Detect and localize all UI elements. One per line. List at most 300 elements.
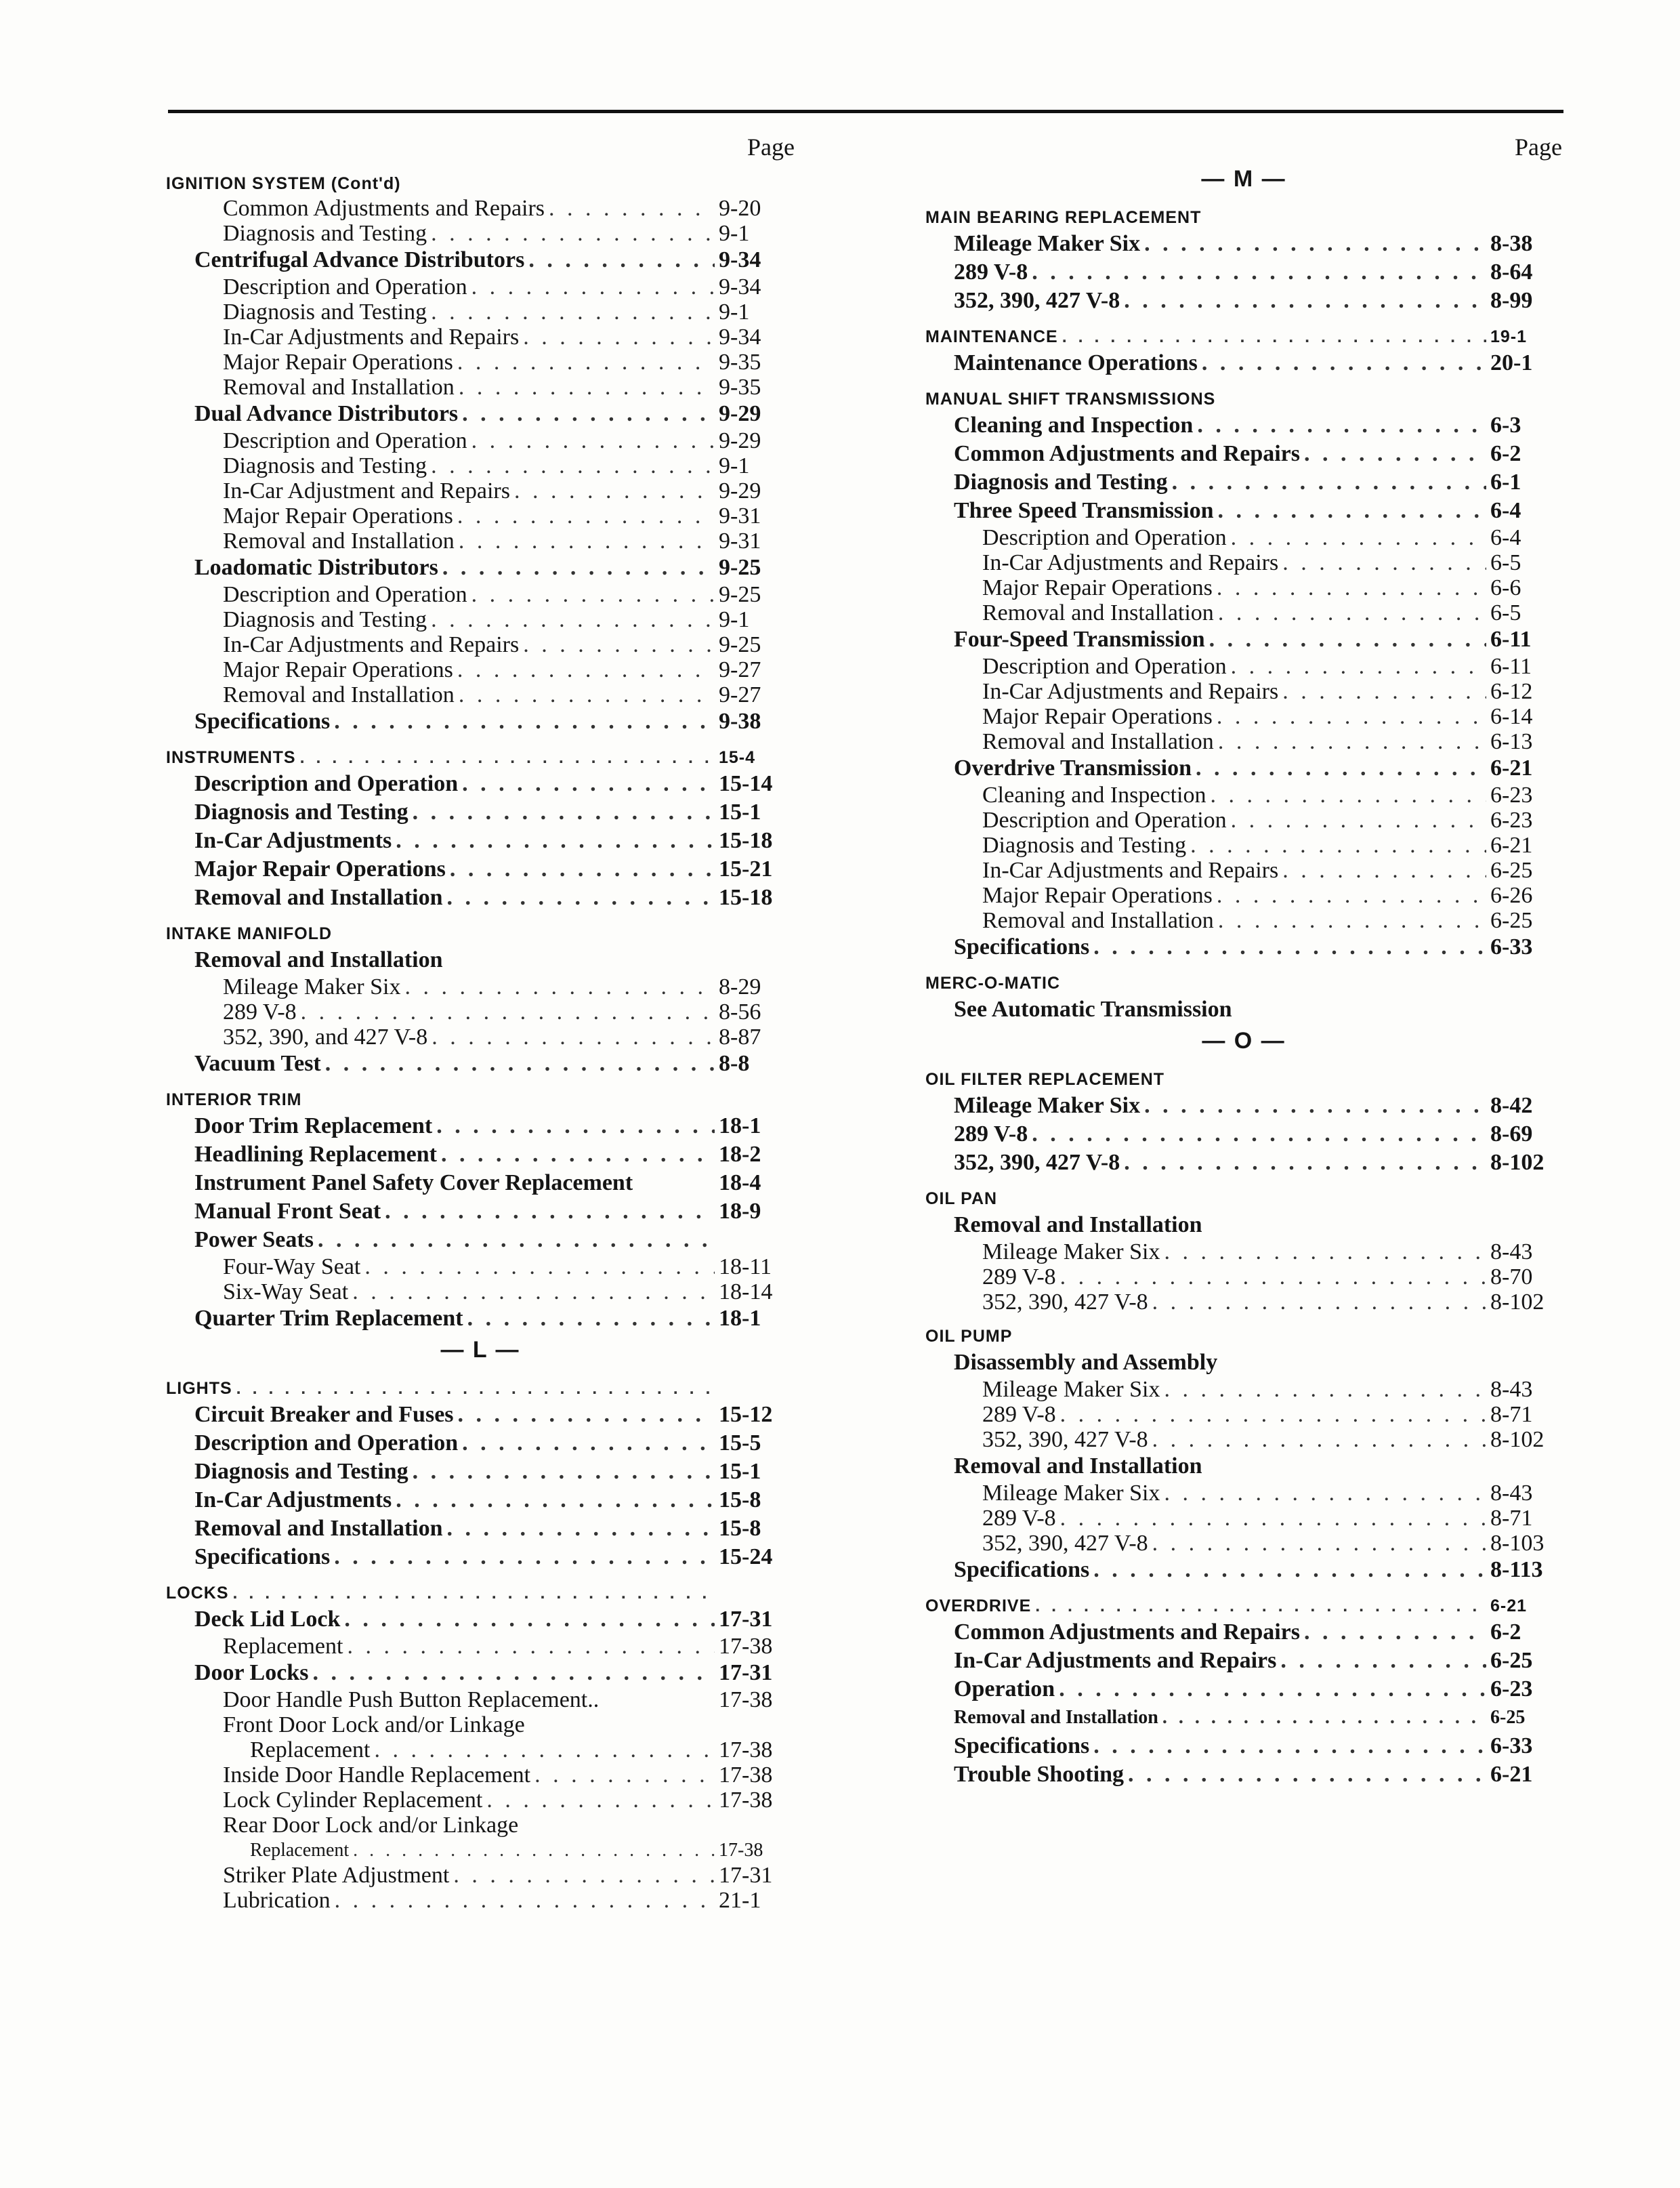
entry-title: MERC-O-MATIC (925, 974, 1060, 993)
dot-leader (1059, 1675, 1486, 1704)
entry-list (925, 162, 1562, 1789)
index-heading (925, 325, 1562, 349)
dot-leader (457, 503, 715, 529)
dot-leader (347, 1634, 715, 1659)
index-entry (925, 833, 1562, 858)
index-entry (925, 550, 1562, 575)
dot-leader (413, 798, 715, 827)
dot-leader (1218, 729, 1486, 754)
entry-title: Replacement (223, 1634, 343, 1659)
dot-leader (534, 1762, 715, 1788)
entry-title: Removal and Installation (194, 885, 443, 910)
page-number: 9-35 (719, 375, 761, 400)
entry-title: In-Car Adjustment and Repairs (223, 478, 510, 503)
index-entry (925, 1531, 1562, 1556)
entry-title: 289 V-8 (982, 1402, 1056, 1427)
dot-leader (1032, 258, 1486, 287)
index-heading (166, 1088, 795, 1112)
entry-title: In-Car Adjustments and Repairs (982, 550, 1279, 575)
index-entry (925, 440, 1562, 468)
dot-leader (1093, 1732, 1486, 1760)
index-entry (166, 428, 795, 453)
page-column-header: Page (747, 133, 795, 161)
index-entry (166, 554, 795, 582)
index-entry (166, 1514, 795, 1543)
page-number: 6-1 (1490, 470, 1521, 495)
index-entry (925, 1377, 1562, 1402)
index-entry (166, 827, 795, 855)
dot-leader (1218, 600, 1486, 625)
entry-title: Major Repair Operations (982, 575, 1213, 600)
index-entry (925, 858, 1562, 883)
page-number: 6-33 (1490, 934, 1533, 959)
dot-leader (431, 453, 715, 478)
page-number: 6-23 (1490, 783, 1533, 808)
entry-title: Major Repair Operations (223, 350, 453, 375)
entry-title: OIL PUMP (925, 1327, 1013, 1346)
index-entry (925, 1289, 1562, 1315)
entry-title: Cleaning and Inspection (954, 413, 1194, 438)
entry-title: Major Repair Operations (223, 503, 453, 529)
section-letter: — M — (1201, 166, 1286, 192)
index-entry (925, 349, 1562, 377)
dot-leader (1124, 1149, 1486, 1177)
index-entry (166, 770, 795, 798)
index-entry (925, 729, 1562, 754)
dot-leader (1218, 497, 1486, 525)
entry-title: Diagnosis and Testing (954, 470, 1168, 495)
dot-leader (301, 999, 715, 1025)
dot-leader (1144, 1092, 1486, 1120)
dot-leader (1231, 654, 1486, 679)
dot-leader (431, 300, 715, 325)
page-number: 6-6 (1490, 575, 1521, 600)
entry-title: Diagnosis and Testing (223, 453, 427, 478)
index-entry (166, 974, 795, 999)
entry-title: Door Trim Replacement (194, 1113, 433, 1138)
index-entry (925, 497, 1562, 525)
index-entry (925, 883, 1562, 908)
dot-leader (447, 884, 715, 912)
page-number: 15-14 (719, 771, 773, 796)
entry-title: Description and Operation (223, 274, 467, 300)
entry-title: Replacement (250, 1840, 350, 1861)
entry-title: Deck Lid Lock (194, 1607, 341, 1632)
entry-title: In-Car Adjustments and Repairs (223, 632, 520, 657)
index-entry (166, 325, 795, 350)
dot-leader (457, 657, 715, 682)
dot-leader (471, 428, 715, 453)
page-number: 8-103 (1490, 1531, 1545, 1556)
entry-title: 352, 390, 427 V-8 (982, 1531, 1148, 1556)
dot-leader (523, 325, 715, 350)
entry-title: INTAKE MANIFOLD (166, 924, 333, 943)
index-entry (166, 1543, 795, 1571)
entry-title: LIGHTS (166, 1379, 232, 1398)
dot-leader (1280, 1647, 1486, 1675)
index-entry (166, 1304, 795, 1333)
page-number: 15-21 (719, 856, 773, 882)
page-number: 9-27 (719, 682, 761, 707)
entry-title: In-Car Adjustments (194, 1487, 392, 1512)
page-number: 9-1 (719, 607, 750, 632)
entry-title: Specifications (194, 709, 331, 734)
dot-leader (1172, 468, 1486, 497)
index-entry (925, 525, 1562, 550)
index-entry (925, 1264, 1562, 1289)
index-entry (166, 798, 795, 827)
page-number: 21-1 (719, 1888, 761, 1913)
index-entry (925, 1120, 1562, 1149)
page-number: 9-35 (719, 350, 761, 375)
page-number: 8-69 (1490, 1121, 1533, 1147)
page-number: 18-9 (719, 1199, 761, 1224)
index-entry (166, 1788, 795, 1813)
index-heading (925, 1067, 1562, 1092)
header-rule (168, 110, 1563, 113)
dot-leader (447, 1514, 715, 1543)
dot-leader (1217, 704, 1486, 729)
dot-leader (413, 1458, 715, 1486)
entry-title: Disassembly and Assembly (954, 1350, 1218, 1375)
dot-leader (1032, 1120, 1486, 1149)
page-number: 17-38 (719, 1788, 773, 1813)
index-entry (166, 1169, 795, 1197)
dot-leader (374, 1737, 715, 1762)
page-number: 8-38 (1490, 231, 1533, 256)
entry-title: Four-Speed Transmission (954, 627, 1205, 652)
page-number: 15-1 (719, 1459, 761, 1484)
entry-title: LOCKS (166, 1584, 229, 1603)
page-number: 8-71 (1490, 1506, 1533, 1531)
entry-title: Removal and Installation (982, 908, 1214, 933)
index-heading (925, 1186, 1562, 1211)
index-entry (166, 1486, 795, 1514)
entry-title: Description and Operation (223, 582, 467, 607)
entry-title: Lock Cylinder Replacement (223, 1788, 483, 1813)
index-entry (166, 999, 795, 1025)
index-entry (166, 300, 795, 325)
index-entry (166, 1634, 795, 1659)
entry-title: Specifications (194, 1544, 331, 1569)
entry-title: Mileage Maker Six (954, 231, 1141, 256)
entry-title: MAINTENANCE (925, 327, 1058, 346)
dot-leader (459, 682, 715, 707)
page-number: 6-12 (1490, 679, 1533, 704)
dot-leader (462, 770, 715, 798)
index-entry (925, 1647, 1562, 1675)
page-number: 8-42 (1490, 1093, 1533, 1118)
entry-title: Diagnosis and Testing (194, 1459, 408, 1484)
dot-leader (471, 274, 715, 300)
entry-title: Diagnosis and Testing (982, 833, 1187, 858)
index-entry (166, 1838, 795, 1863)
dot-leader (432, 1025, 715, 1050)
dot-leader (335, 1888, 715, 1913)
index-entry (166, 1687, 795, 1712)
index-entry (166, 1863, 795, 1888)
page-number: 9-25 (719, 582, 761, 607)
dot-leader (514, 478, 715, 503)
dot-leader (312, 1659, 715, 1687)
page-number: 6-5 (1490, 550, 1521, 575)
entry-title: Three Speed Transmission (954, 498, 1214, 523)
dot-leader (486, 1788, 715, 1813)
page-number: 17-31 (719, 1607, 773, 1632)
dot-leader (1282, 858, 1486, 883)
entry-title: Loadomatic Distributors (194, 555, 438, 580)
index-entry (925, 783, 1562, 808)
entry-title: Maintenance Operations (954, 350, 1198, 375)
entry-title: IGNITION SYSTEM (Cont'd) (166, 174, 401, 193)
entry-title: INTERIOR TRIM (166, 1090, 302, 1109)
index-entry (166, 196, 795, 221)
dot-leader (1304, 440, 1486, 468)
page-number: 17-38 (719, 1634, 773, 1659)
index-heading (925, 971, 1562, 995)
index-entry (166, 1737, 795, 1762)
dot-leader (467, 1304, 715, 1333)
entry-title: Removal and Installation (194, 1516, 443, 1541)
entry-title: Inside Door Handle Replacement (223, 1762, 531, 1788)
entry-title: Mileage Maker Six (223, 974, 401, 999)
dot-leader (436, 1112, 715, 1140)
entry-title: 352, 390, 427 V-8 (982, 1289, 1148, 1315)
page-number: 18-4 (719, 1170, 761, 1195)
index-column-right (925, 132, 1562, 1789)
entry-title: In-Car Adjustments (194, 828, 392, 853)
page-number: 17-38 (719, 1737, 773, 1762)
dot-leader (1304, 1618, 1486, 1647)
entry-title: Diagnosis and Testing (194, 800, 408, 825)
page-number: 6-14 (1490, 704, 1533, 729)
page-number: 8-43 (1490, 1481, 1533, 1506)
dot-leader (1035, 1594, 1486, 1618)
entry-title: In-Car Adjustments and Repairs (954, 1648, 1277, 1673)
index-entry (166, 350, 795, 375)
index-entry (166, 1025, 795, 1050)
page-number: 20-1 (1490, 350, 1533, 375)
dot-leader (405, 974, 715, 999)
page-number: 6-4 (1490, 525, 1521, 550)
section-letter: — O — (1202, 1028, 1286, 1054)
page-number: 8-87 (719, 1025, 761, 1050)
page-number: 6-21 (1490, 1762, 1533, 1787)
entry-title: Mileage Maker Six (982, 1377, 1160, 1402)
index-heading (166, 1376, 795, 1401)
page-number: 9-29 (719, 478, 761, 503)
page-number: 6-5 (1490, 600, 1521, 625)
index-entry (166, 453, 795, 478)
page-number: 9-1 (719, 221, 750, 246)
dot-leader (1164, 1377, 1487, 1402)
index-heading (166, 922, 795, 946)
dot-leader (1164, 1239, 1487, 1264)
entry-title: INSTRUMENTS (166, 748, 296, 767)
index-entry (925, 808, 1562, 833)
index-entry (166, 657, 795, 682)
page-number: 9-38 (719, 709, 761, 734)
entry-title: Removal and Installation (194, 947, 443, 972)
page-number: 6-25 (1490, 1707, 1526, 1728)
dot-leader (1128, 1760, 1486, 1789)
dot-leader (459, 375, 715, 400)
index-entry (166, 682, 795, 707)
entry-title: Trouble Shooting (954, 1762, 1124, 1787)
index-entry (166, 1140, 795, 1169)
entry-title: Removal and Installation (954, 1707, 1158, 1728)
page-number: 9-25 (719, 555, 761, 580)
index-entry (166, 1813, 795, 1838)
dot-leader (334, 1543, 715, 1571)
dot-leader (334, 707, 715, 736)
page-number: 15-8 (719, 1487, 761, 1512)
index-column-left (166, 132, 795, 1913)
entry-title: Major Repair Operations (194, 856, 446, 882)
index-entry (925, 1506, 1562, 1531)
entry-title: 352, 390, 427 V-8 (982, 1427, 1148, 1452)
entry-title: Four-Way Seat (223, 1254, 361, 1279)
page-number: 9-29 (719, 401, 761, 426)
entry-title: Striker Plate Adjustment (223, 1863, 450, 1888)
page-number: 6-33 (1490, 1733, 1533, 1758)
dot-leader (1202, 349, 1486, 377)
entry-title: Headlining Replacement (194, 1142, 437, 1167)
dot-leader (1060, 1402, 1486, 1427)
index-entry (166, 632, 795, 657)
dot-leader (1231, 525, 1486, 550)
page-number: 18-11 (719, 1254, 772, 1279)
entry-title: Description and Operation (982, 808, 1227, 833)
page-number: 15-18 (719, 828, 773, 853)
index-entry (925, 625, 1562, 654)
dot-leader (442, 554, 715, 582)
entry-title: Common Adjustments and Repairs (954, 1619, 1300, 1645)
entry-title: Quarter Trim Replacement (194, 1306, 463, 1331)
entry-title: Common Adjustments and Repairs (954, 441, 1300, 466)
index-entry (166, 707, 795, 736)
index-entry (166, 1458, 795, 1486)
page-number: 6-23 (1490, 808, 1533, 833)
dot-leader (344, 1605, 715, 1634)
index-entry (925, 679, 1562, 704)
page-number: 8-102 (1490, 1427, 1545, 1452)
dot-leader (1164, 1481, 1487, 1506)
index-heading (166, 745, 795, 770)
index-entry (166, 529, 795, 554)
index-entry (925, 1092, 1562, 1120)
page-number: 9-31 (719, 503, 761, 529)
page-number: 17-38 (719, 1762, 773, 1788)
index-entry (166, 1197, 795, 1226)
entry-title: See Automatic Transmission (954, 997, 1232, 1022)
index-entry (166, 607, 795, 632)
page-number: 6-4 (1490, 498, 1521, 523)
index-entry (166, 855, 795, 884)
entry-title: Lubrication (223, 1888, 331, 1913)
entry-title: Diagnosis and Testing (223, 607, 427, 632)
dot-leader (364, 1254, 715, 1279)
entry-title: Removal and Installation (954, 1453, 1202, 1479)
index-entry (166, 1605, 795, 1634)
page-number: 6-11 (1490, 654, 1532, 679)
dot-leader (450, 855, 715, 884)
page-number: 8-43 (1490, 1377, 1533, 1402)
index-entry (166, 1888, 795, 1913)
page-number: 9-29 (719, 428, 761, 453)
index-entry (925, 600, 1562, 625)
entry-title: 352, 390, 427 V-8 (954, 1150, 1120, 1175)
entry-title: Replacement (250, 1737, 371, 1762)
index-entry (166, 274, 795, 300)
dot-leader (462, 400, 715, 428)
page-number: 9-20 (719, 196, 761, 221)
page-number: 8-113 (1490, 1557, 1543, 1582)
page-number: 15-12 (719, 1402, 773, 1427)
index-entry (166, 246, 795, 274)
dot-leader (1162, 1704, 1486, 1732)
entry-title: 289 V-8 (954, 260, 1028, 285)
dot-leader (459, 529, 715, 554)
page-number: 6-13 (1490, 729, 1533, 754)
index-entry (166, 503, 795, 529)
entry-title: 289 V-8 (982, 1506, 1056, 1531)
dot-leader (1196, 754, 1486, 783)
index-entry (166, 221, 795, 246)
index-entry (166, 1429, 795, 1458)
index-entry (925, 1481, 1562, 1506)
dot-leader (1218, 908, 1486, 933)
entry-title: Description and Operation (194, 1430, 459, 1456)
page-number: 19-1 (1490, 327, 1528, 346)
index-entry (166, 375, 795, 400)
page-number: 15-4 (719, 748, 756, 767)
entry-title: Instrument Panel Safety Cover Replacement (194, 1170, 633, 1195)
index-entry (166, 1279, 795, 1304)
entry-title: Removal and Installation (223, 529, 455, 554)
page-number: 6-21 (1490, 1596, 1528, 1615)
page-number: 6-3 (1490, 413, 1521, 438)
dot-leader (1093, 1556, 1486, 1584)
entry-title: 289 V-8 (982, 1264, 1056, 1289)
page-number: 18-1 (719, 1113, 761, 1138)
page-number: 6-25 (1490, 908, 1533, 933)
entry-title: Diagnosis and Testing (223, 221, 427, 246)
page-number: 9-34 (719, 325, 761, 350)
entry-title: Circuit Breaker and Fuses (194, 1402, 454, 1427)
dot-leader (325, 1050, 715, 1078)
index-entry (925, 1149, 1562, 1177)
dot-leader (462, 1429, 715, 1458)
index-entry (166, 1050, 795, 1078)
entry-title: Mileage Maker Six (982, 1239, 1160, 1264)
dot-leader (1144, 230, 1486, 258)
page-number: 18-2 (719, 1142, 761, 1167)
index-heading (166, 1581, 795, 1605)
entry-title: 289 V-8 (954, 1121, 1028, 1147)
index-entry (925, 933, 1562, 962)
page-number: 6-21 (1490, 756, 1533, 781)
dot-leader (1152, 1427, 1486, 1452)
index-entry (166, 1226, 795, 1254)
entry-title: Specifications (954, 934, 1090, 959)
page-number: 6-25 (1490, 858, 1533, 883)
entry-title: Rear Door Lock and/or Linkage (223, 1813, 519, 1838)
index-entry (925, 1704, 1562, 1732)
page-number: 8-71 (1490, 1402, 1533, 1427)
index-entry (166, 400, 795, 428)
dot-leader (352, 1279, 715, 1304)
